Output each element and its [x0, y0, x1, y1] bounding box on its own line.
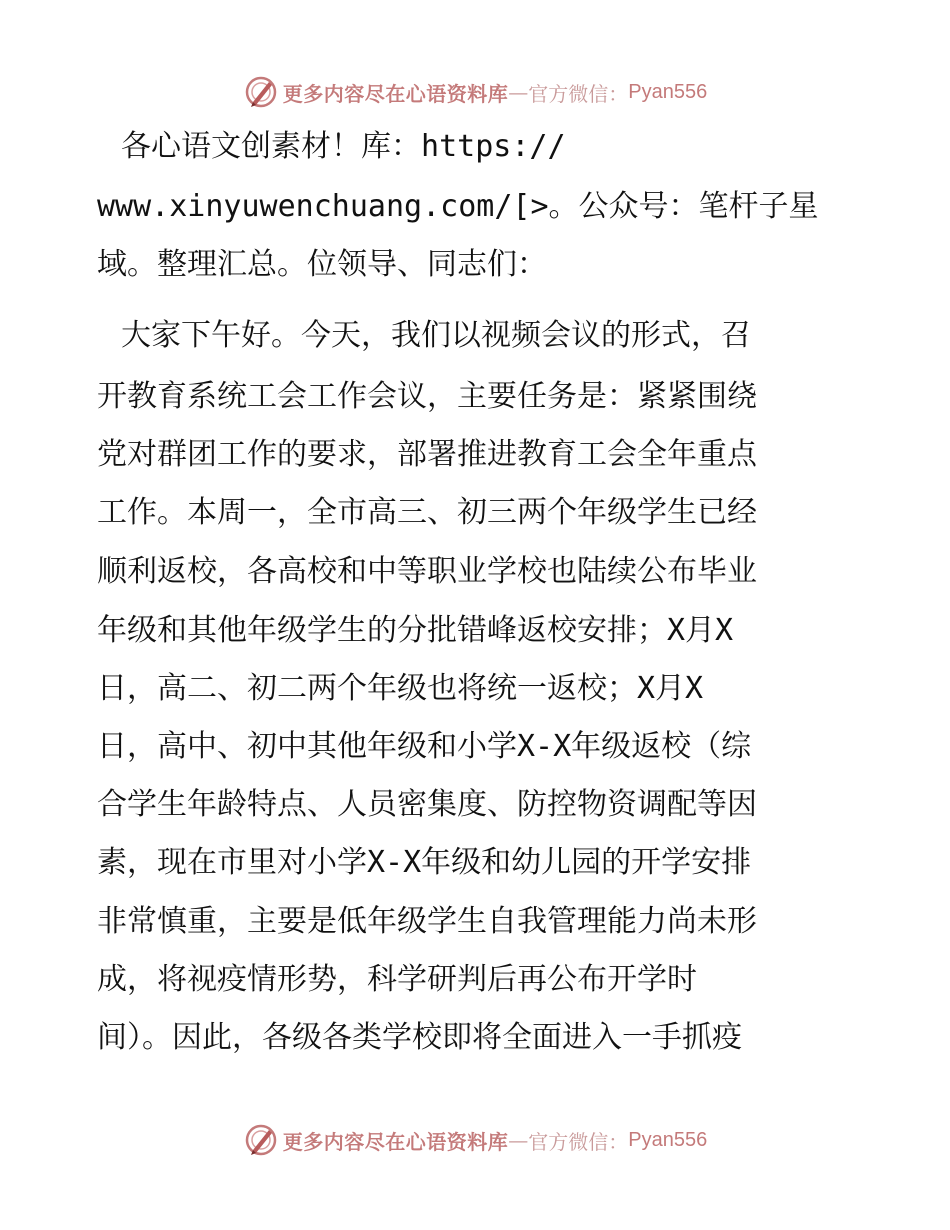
- header-banner: [0, 72, 950, 112]
- pen-logo-icon: [243, 74, 279, 110]
- text-line: 党对群团工作的要求，部署推进教育工会全年重点: [97, 437, 757, 472]
- text-line: 顺利返校，各高校和中等职业学校也陆续公布毕业: [97, 554, 757, 589]
- banner-wechat-label: 官方微信：: [528, 1129, 629, 1154]
- text-line: 日，高中、初中其他年级和小学X-X年级返校（综: [97, 729, 752, 764]
- text-line: 素，现在市里对小学X-X年级和幼儿园的开学安排: [97, 845, 752, 880]
- text-line: 日，高二、初二两个年级也将统一返校；X月X: [97, 671, 704, 706]
- banner-dash: —: [508, 80, 529, 104]
- text-line: 年级和其他年级学生的分批错峰返校安排；X月X: [97, 613, 734, 648]
- text-line: www.xinyuwenchuang.com/[>。公众号：笔杆子星: [97, 189, 819, 224]
- text-line: 合学生年龄特点、人员密集度、防控物资调配等因: [97, 787, 757, 822]
- banner-wechat-id: Pyan556: [628, 80, 708, 103]
- text-line: 间）。因此，各级各类学校即将全面进入一手抓疫: [97, 1020, 742, 1055]
- text-line: 成，将视疫情形势，科学研判后再公布开学时: [97, 962, 697, 997]
- banner-wechat-id: Pyan556: [628, 1128, 708, 1151]
- text-line: 开教育系统工会工作会议，主要任务是：紧紧围绕: [97, 379, 757, 414]
- text-line: 非常慎重，主要是低年级学生自我管理能力尚未形: [97, 904, 757, 939]
- pen-logo-icon: [243, 1122, 279, 1158]
- banner-slogan: 更多内容尽在心语资料库: [282, 81, 509, 106]
- text-line: 各心语文创素材！库：https://: [103, 129, 566, 164]
- banner-wechat-label: 官方微信：: [528, 81, 629, 106]
- banner-dash: —: [508, 1128, 529, 1152]
- banner-slogan: 更多内容尽在心语资料库: [282, 1129, 509, 1154]
- text-line: 大家下午好。今天，我们以视频会议的形式，召: [103, 318, 752, 353]
- text-line: 域。整理汇总。位领导、同志们：: [97, 247, 547, 282]
- text-line: 工作。本周一，全市高三、初三两个年级学生已经: [97, 495, 757, 530]
- footer-banner: [0, 1120, 950, 1160]
